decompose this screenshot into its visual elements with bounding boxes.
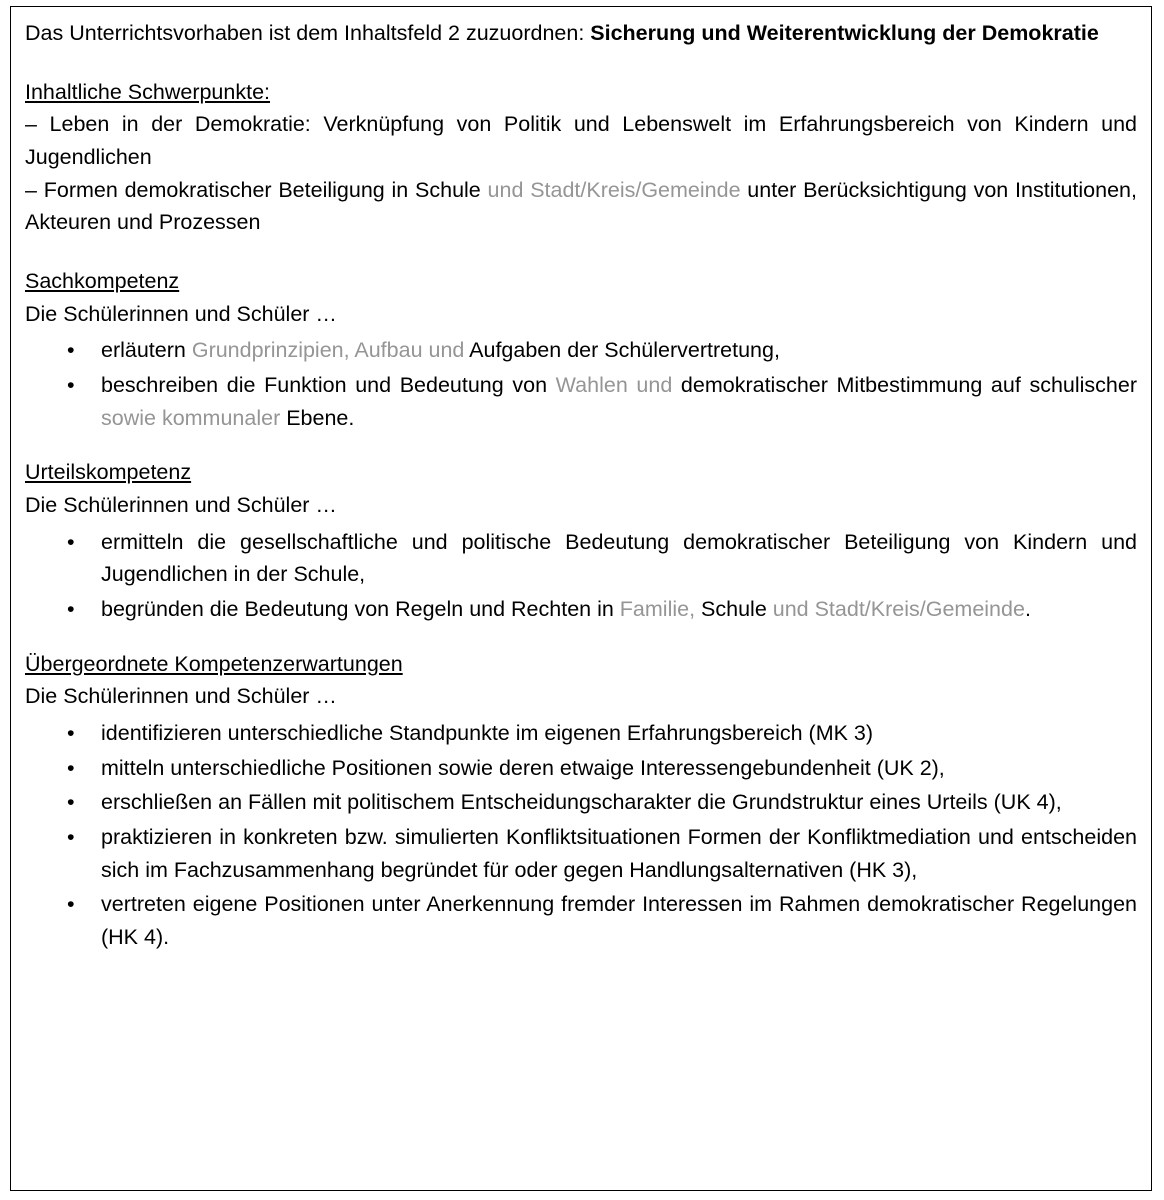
schwerpunkt-line-2 bbox=[25, 174, 1137, 239]
text-run: Aufgaben der Schülervertretung, bbox=[464, 338, 780, 363]
text-run-grey: und Stadt/Kreis/Gemeinde bbox=[772, 597, 1025, 622]
list-item bbox=[25, 717, 1137, 750]
text-run-grey: Grundprinzipien, Aufbau und bbox=[191, 338, 465, 363]
text-run: – Formen demokratischer Beteiligung in Schule bbox=[25, 177, 488, 202]
bullet-icon: • bbox=[67, 338, 75, 363]
section-subline: Die Schülerinnen und Schüler … bbox=[25, 301, 337, 326]
text-run: unter Berücksichtigung von Institutionen, Akteuren und Prozessen bbox=[25, 177, 1137, 235]
intro-paragraph bbox=[25, 17, 1137, 50]
document-content-box bbox=[10, 6, 1152, 1191]
text-run: identifizieren unterschiedliche Standpunkte im eigenen Erfahrungsbereich (MK 3) bbox=[101, 721, 874, 746]
text-run: Schule bbox=[695, 597, 773, 622]
text-run: ermitteln die gesellschaftliche und politische Bedeutung demokratischer Beteiligung von Kindern und Jugendlichen in der Schule, bbox=[101, 529, 1137, 587]
spacer bbox=[25, 436, 1137, 456]
section-subline: Die Schülerinnen und Schüler … bbox=[25, 493, 337, 518]
text-run: Ebene. bbox=[280, 405, 355, 430]
section-uebergeordnete-kompetenzerwartungen bbox=[25, 648, 1137, 954]
text-run: praktizieren in konkreten bzw. simulierten Konfliktsituationen Formen der Konfliktmediation und entscheiden sich im Fachzusammenhang begründet für oder gegen Handlungsalternativen (HK 3), bbox=[101, 825, 1137, 882]
text-run: demokratischer Mitbestimmung auf schulischer bbox=[672, 373, 1137, 398]
spacer bbox=[25, 239, 1137, 265]
text-run: erläutern bbox=[101, 338, 192, 363]
text-run: beschreiben die Funktion und Bedeutung von bbox=[101, 373, 556, 398]
list-item bbox=[25, 593, 1137, 626]
text-run-grey: Wahlen und bbox=[555, 373, 673, 398]
bullet-icon: • bbox=[67, 721, 75, 746]
list-item bbox=[25, 786, 1137, 819]
list-item bbox=[25, 334, 1137, 367]
section-sachkompetenz bbox=[25, 265, 1137, 434]
section-heading: Urteilskompetenz bbox=[25, 460, 192, 485]
list-item bbox=[25, 821, 1137, 886]
text-run: begründen die Bedeutung von Regeln und Rechten in bbox=[101, 597, 620, 622]
schwerpunkt-line-1 bbox=[25, 108, 1137, 173]
text-run-grey: und Stadt/Kreis/Gemeinde bbox=[487, 177, 741, 202]
bullet-list bbox=[25, 334, 1137, 434]
text-run-grey: Familie, bbox=[619, 597, 696, 622]
section-inhaltliche-schwerpunkte bbox=[25, 76, 1137, 239]
text-run: – Leben in der Demokratie: Verknüpfung von Politik und Lebenswelt im Erfahrungsbereich von Kindern und Jugendlichen bbox=[25, 112, 1137, 170]
text-run: vertreten eigene Positionen unter Anerkennung fremder Interessen im Rahmen demokratischer Regelungen (HK 4). bbox=[101, 892, 1137, 950]
list-item bbox=[25, 752, 1137, 785]
spacer bbox=[25, 628, 1137, 648]
bullet-icon: • bbox=[67, 755, 75, 780]
section-heading: Sachkompetenz bbox=[25, 269, 180, 294]
bullet-icon: • bbox=[67, 825, 75, 850]
list-item bbox=[25, 369, 1137, 434]
bullet-icon: • bbox=[67, 892, 75, 917]
intro-lead-text: Das Unterrichtsvorhaben ist dem Inhaltsfeld 2 zuzuordnen: bbox=[25, 21, 591, 45]
text-run: . bbox=[1024, 597, 1031, 622]
section-subline: Die Schülerinnen und Schüler … bbox=[25, 684, 337, 709]
list-item bbox=[25, 888, 1137, 953]
list-item bbox=[25, 526, 1137, 591]
text-run-grey: sowie kommunaler bbox=[101, 405, 281, 430]
section-heading: Übergeordnete Kompetenzerwartungen bbox=[25, 651, 403, 676]
inhaltsfeld-title: Sicherung und Weiterentwicklung der Demokratie bbox=[590, 21, 1099, 45]
section-urteilskompetenz bbox=[25, 456, 1137, 625]
bullet-icon: • bbox=[67, 597, 75, 622]
bullet-icon: • bbox=[67, 373, 75, 398]
bullet-icon: • bbox=[67, 529, 75, 554]
bullet-list bbox=[25, 717, 1137, 954]
bullet-icon: • bbox=[67, 790, 75, 815]
spacer bbox=[25, 50, 1137, 76]
section-heading: Inhaltliche Schwerpunkte: bbox=[25, 79, 271, 104]
text-run: erschließen an Fällen mit politischem Entscheidungscharakter die Grundstruktur eines Urteils (UK 4), bbox=[101, 790, 1062, 815]
bullet-list bbox=[25, 526, 1137, 626]
text-run: mitteln unterschiedliche Positionen sowie deren etwaige Interessengebundenheit (UK 2), bbox=[101, 755, 945, 780]
